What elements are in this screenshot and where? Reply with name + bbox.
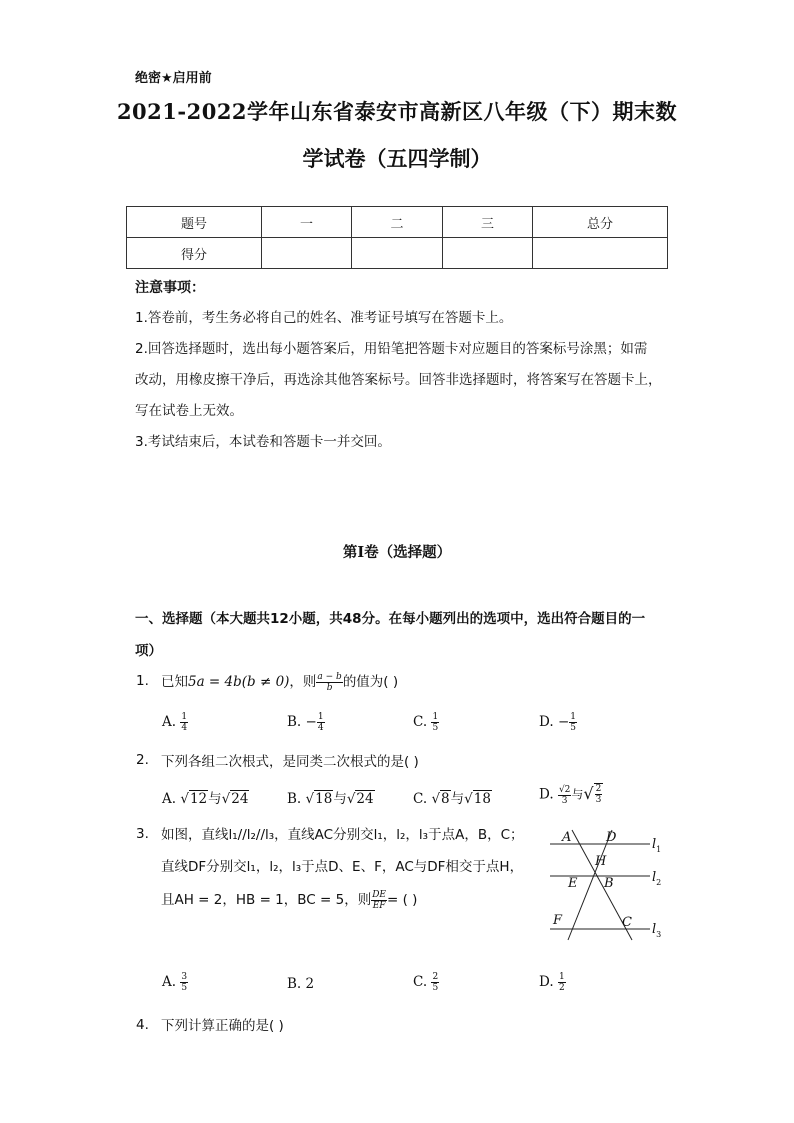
radical: √24	[346, 791, 374, 807]
line-label-l1-main: l	[652, 837, 657, 852]
question-2-stem: 下列各组二次根式，是同类二次根式的是( )	[161, 754, 419, 770]
question-3-line3	[161, 888, 417, 911]
q3-option-a[interactable]	[162, 972, 188, 993]
option-fraction	[431, 972, 439, 993]
option-label: C.	[413, 791, 428, 807]
q1-option-b[interactable]	[287, 712, 325, 733]
score-cell: 题号	[127, 207, 262, 238]
fraction-denominator: 5	[570, 723, 576, 733]
option-fraction	[180, 972, 188, 993]
question-3-line1: 如图，直线l₁//l₂//l₃，直线AC分别交l₁，l₂，l₃于点A，B，C；	[161, 827, 524, 843]
notice-item-2-line2: 改动，用橡皮擦干净后，再选涂其他答案标号。回答非选择题时，将答案写在答题卡上，	[135, 372, 662, 388]
q3-fraction	[371, 890, 387, 911]
question-number: 3.	[136, 826, 149, 842]
fraction-numerator: √2	[558, 784, 571, 795]
q3-option-c[interactable]	[413, 972, 439, 993]
option-fraction	[558, 972, 566, 993]
part-title-line2: 项）	[135, 643, 162, 659]
section-title: 第Ⅰ卷（选择题）	[342, 544, 452, 561]
radical: √8	[431, 791, 450, 807]
q1-option-a[interactable]	[162, 712, 188, 733]
q1-option-d[interactable]	[539, 712, 577, 733]
score-table	[126, 206, 668, 269]
radical: √18	[305, 791, 333, 807]
question-4-stem: 下列计算正确的是( )	[161, 1018, 284, 1034]
notice-item-3: 3.考试结束后，本试卷和答题卡一并交回。	[135, 434, 391, 450]
radicand	[594, 783, 604, 805]
fraction-denominator: b	[326, 682, 333, 693]
line-label-l3	[652, 922, 661, 939]
option-value: 2	[305, 976, 315, 992]
confidential-label: 绝密★启用前	[135, 71, 212, 86]
option-label: C.	[413, 974, 428, 990]
option-label: A.	[162, 791, 177, 807]
score-cell: 二	[352, 207, 443, 238]
score-input-cell[interactable]	[443, 238, 533, 269]
radical: √18	[464, 791, 491, 807]
option-label: D.	[539, 714, 554, 730]
option-fraction	[558, 785, 571, 806]
q1-condition: 5a = 4b(b ≠ 0)	[188, 674, 290, 690]
radicand: 24	[231, 791, 249, 807]
option-label: C.	[413, 714, 428, 730]
q1-fraction	[316, 672, 342, 693]
notice-item-2-line1: 2.回答选择题时，选出每小题答案后，用铅笔把答题卡对应题目的答案标号涂黑；如需	[135, 341, 648, 357]
part-title	[135, 603, 665, 667]
line-label-l2-sub: 2	[656, 878, 662, 887]
q2-option-a[interactable]	[162, 787, 249, 807]
conjunction: 与	[571, 787, 584, 802]
option-label: A.	[162, 974, 177, 990]
score-cell: 总分	[533, 207, 668, 238]
score-input-cell[interactable]	[262, 238, 352, 269]
conjunction: 与	[450, 791, 465, 807]
exam-title-line2: 学试卷（五四学制）	[302, 146, 492, 171]
conjunction: 与	[333, 791, 347, 807]
radical: √12	[180, 791, 208, 807]
fraction-numerator: 1	[181, 712, 188, 722]
q2-option-b[interactable]	[287, 787, 375, 807]
q1-lead: 已知	[161, 674, 188, 690]
question-1-stem	[161, 670, 398, 693]
option-label: B.	[287, 714, 302, 730]
fraction-numerator: 1	[317, 712, 324, 722]
option-fraction	[431, 712, 439, 733]
radicand: 12	[189, 791, 208, 807]
q2-option-d[interactable]	[539, 783, 603, 806]
score-cell: 一	[262, 207, 352, 238]
radicand: 18	[473, 791, 491, 807]
notice-title: 注意事项：	[135, 280, 205, 296]
question-number: 2.	[136, 752, 149, 768]
fraction-denominator: 4	[181, 723, 188, 733]
fraction-numerator: 2	[595, 784, 602, 794]
parallel-lines-figure	[542, 822, 668, 944]
fraction-numerator: 2	[432, 972, 439, 982]
line-label-l3-main: l	[652, 922, 657, 937]
radicand: 8	[441, 791, 450, 807]
q3-option-b[interactable]	[287, 976, 314, 992]
radicand: 18	[315, 791, 333, 807]
score-cell: 得分	[127, 238, 262, 269]
radical: √ $\frac{2}{3}$	[583, 783, 602, 805]
point-label-e: E	[568, 876, 578, 891]
part-title-line1: 一、选择题（本大题共12小题，共48分。在每小题列出的选项中，选出符合题目的一	[135, 611, 646, 627]
fraction-numerator: 3	[181, 972, 188, 982]
line-label-l1	[652, 837, 661, 854]
question-number: 4.	[136, 1017, 149, 1033]
option-label: D.	[539, 974, 554, 990]
radical: √24	[221, 791, 249, 807]
q1-mid: ，则	[289, 674, 317, 690]
fraction-numerator: 1	[558, 972, 565, 982]
fraction-denominator: 5	[432, 723, 439, 733]
fraction-numerator: a − b	[317, 671, 342, 682]
option-sign: −	[557, 714, 570, 730]
q3-option-d[interactable]	[539, 972, 566, 993]
fraction-denominator: EF	[372, 900, 386, 911]
option-label: A.	[162, 714, 177, 730]
radicand: 24	[356, 791, 374, 807]
exam-title-line1: 2021-2022学年山东省泰安市高新区八年级（下）期末数	[116, 99, 678, 124]
point-label-d: D	[606, 830, 617, 845]
q3-lead: 且AH = 2，HB = 1，BC = 5，则	[161, 892, 372, 908]
option-fraction	[569, 712, 577, 733]
notice-item-2-line3: 写在试卷上无效。	[135, 403, 243, 419]
q3-tail: = ( )	[387, 892, 418, 908]
option-sign: −	[305, 714, 317, 730]
q1-option-c[interactable]	[413, 712, 439, 733]
score-table-header-row	[127, 207, 668, 238]
fraction-denominator: 3	[595, 795, 602, 805]
radicand-fraction	[595, 784, 603, 805]
question-3-line2: 直线DF分别交l₁，l₂，l₃于点D、E、F，AC与DF相交于点H，	[161, 859, 524, 875]
line-label-l3-sub: 3	[656, 930, 662, 939]
score-input-cell[interactable]	[352, 238, 443, 269]
line-label-l2	[652, 870, 661, 887]
conjunction: 与	[208, 791, 222, 807]
q2-option-c[interactable]	[413, 787, 492, 807]
score-input-cell[interactable]	[533, 238, 668, 269]
option-fraction	[180, 712, 188, 733]
fraction-numerator: 1	[570, 712, 576, 722]
fraction-numerator: 1	[432, 712, 439, 722]
score-table-score-row	[127, 238, 668, 269]
question-number: 1.	[136, 673, 149, 689]
fraction-denominator: 5	[432, 983, 439, 993]
line-label-l2-main: l	[652, 870, 657, 885]
point-label-c: C	[622, 915, 632, 930]
option-label: B.	[287, 791, 302, 807]
notice-item-1: 1.答卷前，考生务必将自己的姓名、准考证号填写在答题卡上。	[135, 310, 513, 326]
q1-tail: 的值为( )	[342, 674, 399, 690]
option-label: D.	[539, 786, 554, 803]
fraction-denominator: 2	[558, 983, 565, 993]
score-cell: 三	[443, 207, 533, 238]
fraction-denominator: 5	[181, 983, 188, 993]
point-label-h: H	[595, 854, 607, 869]
fraction-denominator: 4	[317, 723, 324, 733]
point-label-a: A	[562, 830, 572, 845]
fraction-denominator: 3	[561, 795, 568, 806]
point-label-b: B	[604, 876, 614, 891]
option-fraction	[317, 712, 325, 733]
fraction-numerator: DE	[372, 889, 386, 900]
point-label-f: F	[553, 913, 563, 928]
line-label-l1-sub: 1	[656, 845, 662, 854]
option-label: B.	[287, 976, 302, 992]
